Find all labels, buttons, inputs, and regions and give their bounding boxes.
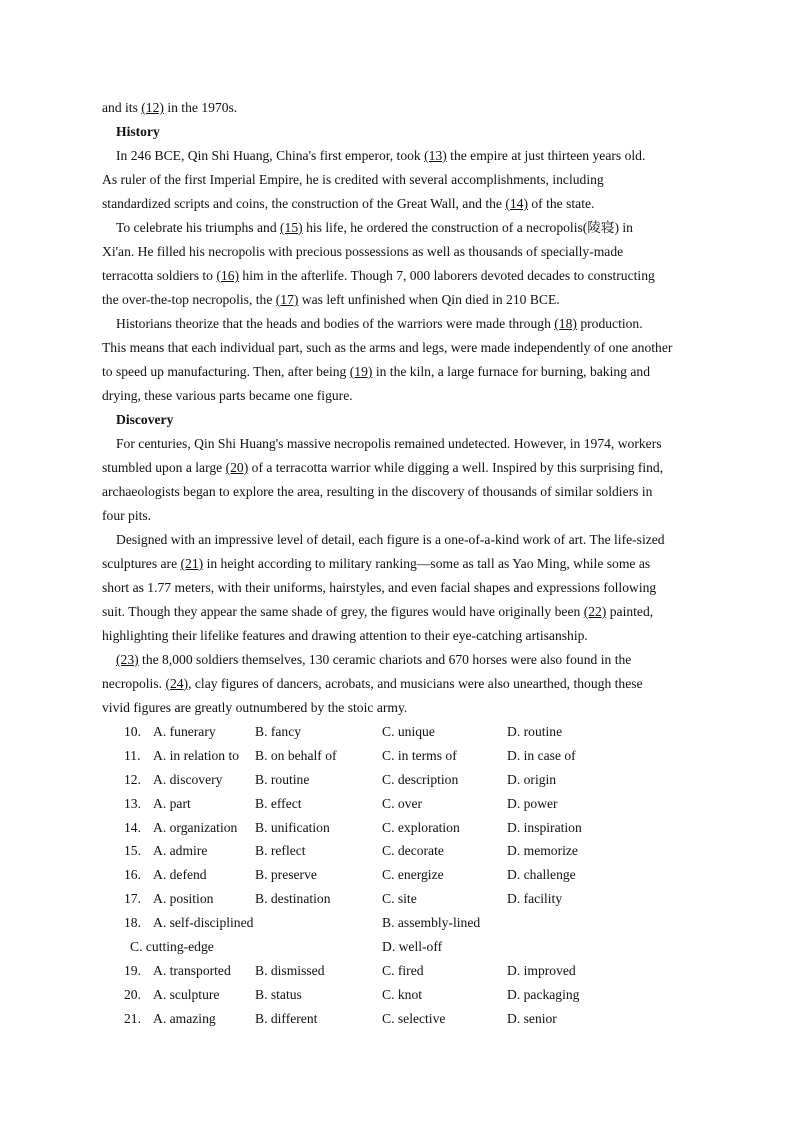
passage-line [102, 602, 702, 622]
blank-15: (15) [280, 220, 303, 235]
text: painted, [606, 604, 654, 619]
passage-line: highlighting their lifelike features and drawing attention to their eye-catching artisanship. [102, 628, 588, 643]
question-number: 21. [124, 1011, 141, 1026]
blank-19: (19) [349, 364, 373, 379]
passage-line: As ruler of the first Imperial Empire, he is credited with several accomplishments, including [102, 172, 604, 187]
option-c[interactable]: C. fired [382, 963, 424, 978]
option-c[interactable]: C. knot [382, 987, 423, 1002]
option-c[interactable]: C. unique [382, 724, 435, 739]
blank-22: (22) [583, 604, 607, 619]
option-d[interactable]: D. memorize [507, 843, 578, 858]
option-a[interactable]: A. admire [153, 843, 208, 858]
option-d[interactable]: D. in case of [507, 748, 576, 763]
text: terracotta soldiers to [102, 268, 217, 283]
passage-line [116, 314, 716, 334]
text: in height according to military ranking—some as tall as Yao Ming, while some as [203, 556, 651, 571]
passage-line: For centuries, Qin Shi Huang's massive necropolis remained undetected. However, in 1974, workers [116, 436, 662, 451]
option-a[interactable]: A. amazing [153, 1011, 216, 1026]
option-d[interactable]: D. inspiration [507, 820, 582, 835]
option-b[interactable]: B. on behalf of [255, 748, 337, 763]
passage-line: short as 1.77 meters, with their uniforms, hairstyles, and even facial shapes and expressions following [102, 580, 657, 595]
text: the empire at just thirteen years old. [446, 148, 646, 163]
option-b[interactable]: B. different [255, 1011, 318, 1026]
option-d[interactable]: D. well-off [382, 939, 443, 954]
option-c[interactable]: C. cutting-edge [130, 939, 214, 954]
text: necropolis. [102, 676, 166, 691]
blank-23: (23) [116, 652, 139, 667]
text: stumbled upon a large [102, 460, 226, 475]
text: his life, he ordered the construction of a necropolis(陵寝) in [302, 220, 633, 235]
passage-line: drying, these various parts became one figure. [102, 388, 353, 403]
passage-line: four pits. [102, 508, 152, 523]
option-a[interactable]: A. funerary [153, 724, 216, 739]
blank-18: (18) [554, 316, 577, 331]
question-number: 20. [124, 987, 141, 1002]
option-d[interactable]: D. improved [507, 963, 576, 978]
passage-line: Xi'an. He filled his necropolis with precious possessions as well as thousands of specially-made [102, 244, 624, 259]
option-c[interactable]: C. selective [382, 1011, 446, 1026]
blank-14: (14) [505, 196, 528, 211]
question-number: 15. [124, 843, 141, 858]
text: of the state. [527, 196, 595, 211]
passage-line [102, 458, 702, 478]
text: production. [576, 316, 643, 331]
passage-line [102, 194, 702, 214]
section-heading-discovery: Discovery [116, 412, 174, 427]
option-a[interactable]: A. part [153, 796, 191, 811]
blank-21: (21) [180, 556, 204, 571]
option-d[interactable]: D. origin [507, 772, 557, 787]
option-c[interactable]: C. site [382, 891, 417, 906]
question-number: 14. [124, 820, 141, 835]
passage-line: vivid figures are greatly outnumbered by the stoic army. [102, 700, 408, 715]
question-number: 10. [124, 724, 141, 739]
section-heading-history: History [116, 124, 160, 139]
option-b[interactable]: B. reflect [255, 843, 306, 858]
blank-24: (24) [165, 676, 189, 691]
question-number: 13. [124, 796, 141, 811]
option-d[interactable]: D. routine [507, 724, 563, 739]
text: in the kiln, a large furnace for burning, baking and [372, 364, 650, 379]
blank-20: (20) [225, 460, 249, 475]
option-c[interactable]: C. energize [382, 867, 444, 882]
option-b[interactable]: B. routine [255, 772, 310, 787]
option-b[interactable]: B. effect [255, 796, 302, 811]
option-c[interactable]: C. description [382, 772, 459, 787]
option-a[interactable]: A. organization [153, 820, 238, 835]
option-c[interactable]: C. over [382, 796, 423, 811]
passage-line [102, 362, 702, 382]
option-a[interactable]: A. discovery [153, 772, 223, 787]
text: was left unfinished when Qin died in 210 BCE. [298, 292, 560, 307]
option-b[interactable]: B. assembly-lined [382, 915, 481, 930]
text: suit. Though they appear the same shade of grey, the figures would have originally been [102, 604, 584, 619]
option-b[interactable]: B. destination [255, 891, 331, 906]
blank-16: (16) [216, 268, 240, 283]
option-c[interactable]: C. in terms of [382, 748, 457, 763]
option-b[interactable]: B. dismissed [255, 963, 325, 978]
option-d[interactable]: D. facility [507, 891, 563, 906]
option-a[interactable]: A. transported [153, 963, 231, 978]
passage-line [102, 266, 702, 286]
passage-line [102, 554, 702, 574]
question-number: 17. [124, 891, 141, 906]
option-b[interactable]: B. preserve [255, 867, 317, 882]
option-c[interactable]: C. decorate [382, 843, 444, 858]
option-b[interactable]: B. status [255, 987, 302, 1002]
passage-line [116, 146, 716, 166]
passage-line [102, 290, 702, 310]
text: , clay figures of dancers, acrobats, and musicians were also unearthed, though these [188, 676, 643, 691]
option-a[interactable]: A. defend [153, 867, 207, 882]
option-b[interactable]: B. fancy [255, 724, 302, 739]
question-number: 18. [124, 915, 141, 930]
passage-line [116, 650, 716, 670]
question-number: 16. [124, 867, 141, 882]
option-a[interactable]: A. sculpture [153, 987, 220, 1002]
text: the over-the-top necropolis, the [102, 292, 276, 307]
blank-12: (12) [141, 100, 164, 115]
text: Historians theorize that the heads and bodies of the warriors were made through [116, 316, 555, 331]
option-a[interactable]: A. in relation to [153, 748, 240, 763]
passage-line [102, 98, 702, 118]
text: To celebrate his triumphs and [116, 220, 281, 235]
option-b[interactable]: B. unification [255, 820, 330, 835]
option-c[interactable]: C. exploration [382, 820, 460, 835]
option-d[interactable]: D. packaging [507, 987, 580, 1002]
text: standardized scripts and coins, the construction of the Great Wall, and the [102, 196, 506, 211]
text: in the 1970s. [163, 100, 238, 115]
passage-line [102, 674, 702, 694]
question-number: 11. [124, 748, 141, 763]
option-a[interactable]: A. self-disciplined [153, 915, 254, 930]
option-a[interactable]: A. position [153, 891, 214, 906]
question-number: 12. [124, 772, 141, 787]
passage-line: archaeologists began to explore the area, resulting in the discovery of thousands of similar soldiers in [102, 484, 653, 499]
text: of a terracotta warrior while digging a well. Inspired by this surprising find, [248, 460, 664, 475]
option-d[interactable]: D. challenge [507, 867, 576, 882]
blank-13: (13) [424, 148, 447, 163]
option-d[interactable]: D. senior [507, 1011, 557, 1026]
passage-line: This means that each individual part, such as the arms and legs, were made independently of one another [102, 340, 673, 355]
text: the 8,000 soldiers themselves, 130 ceramic chariots and 670 horses were also found in the [138, 652, 632, 667]
blank-17: (17) [275, 292, 299, 307]
passage-line: Designed with an impressive level of detail, each figure is a one-of-a-kind work of art. The life-sized [116, 532, 665, 547]
passage-line [116, 218, 716, 238]
text: In 246 BCE, Qin Shi Huang, China's first emperor, took [116, 148, 425, 163]
option-d[interactable]: D. power [507, 796, 558, 811]
text: and its [102, 100, 142, 115]
text: sculptures are [102, 556, 181, 571]
text: him in the afterlife. Though 7, 000 laborers devoted decades to constructing [239, 268, 655, 283]
text: to speed up manufacturing. Then, after being [102, 364, 350, 379]
question-number: 19. [124, 963, 141, 978]
